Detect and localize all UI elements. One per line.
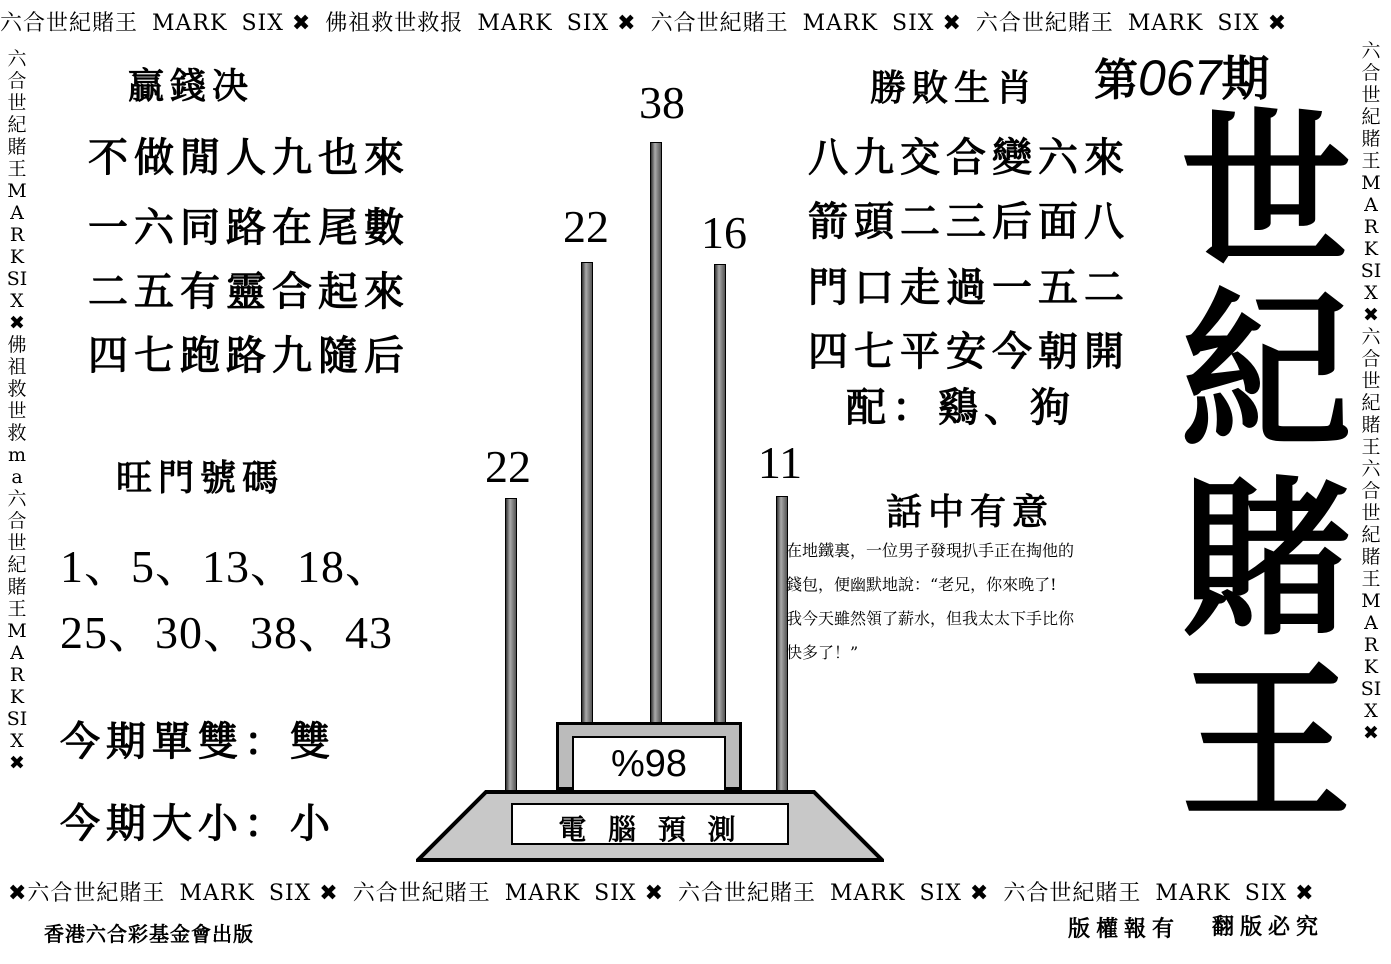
left-verse-line: 二五有靈合起來: [88, 269, 410, 315]
bottom-border: [8, 876, 1321, 907]
rod-value: 22: [563, 201, 609, 252]
rod-value: 38: [639, 77, 685, 128]
story-line: 在地鐵裏，一位男子發現扒手正在掏他的: [786, 541, 1075, 560]
border-item: SIX ✖: [1217, 11, 1288, 36]
issue-suffix: 期: [1221, 51, 1270, 107]
border-item: MARK: [504, 881, 581, 906]
percent-value: %98: [610, 743, 688, 785]
border-item: 六合世紀賭王: [0, 11, 139, 36]
right-verse-line: 箭頭二三后面八: [808, 199, 1130, 245]
border-item: MARK: [802, 11, 879, 36]
border-item: 佛祖救世救报: [325, 11, 464, 36]
big-title-char: 王: [1180, 646, 1351, 844]
story-text: [786, 534, 1186, 670]
zodiac-pair: 配：鷄、狗: [846, 385, 1076, 431]
percent-box: [572, 736, 726, 792]
rod: [581, 262, 593, 726]
border-item: SIX ✖: [1244, 881, 1315, 906]
rights-reserved: 版權報有: [1068, 917, 1181, 942]
border-item: 六合世紀賭王: [352, 881, 491, 906]
pedestal-label: 電 腦 預 測: [558, 813, 742, 846]
story-line: 錢包，便幽默地說：“老兄，你來晚了!: [786, 575, 1057, 594]
left-verse-title: 贏錢决: [128, 66, 255, 107]
border-item: 六合世紀賭王: [678, 881, 817, 906]
left-border: 六合世紀賭王MARKSIX✖佛祖救世救ma六合世紀賭王MARKSIX✖: [6, 48, 28, 774]
border-item: 六合世紀賭王: [975, 11, 1114, 36]
no-copy: 翻版必究: [1212, 915, 1325, 940]
big-title-char: 世: [1180, 94, 1351, 292]
parity-value: 雙: [290, 719, 336, 765]
border-item: SIX ✖: [566, 11, 637, 36]
border-item: MARK: [152, 11, 228, 36]
border-item: 六合世紀賭王: [1003, 881, 1142, 906]
border-item: MARK: [1155, 881, 1231, 906]
top-border: [0, 6, 1293, 37]
border-item: SIX ✖: [892, 11, 962, 36]
border-item: SIX ✖: [594, 881, 665, 906]
right-verse-line: 門口走過一五二: [808, 265, 1130, 311]
big-title-char: 紀: [1180, 274, 1351, 472]
border-item: SIX ✖: [919, 881, 990, 906]
border-item: ✖六合世紀賭王: [8, 881, 166, 906]
rod-value: 11: [757, 437, 803, 488]
right-verse-line: 四七平安今朝開: [808, 329, 1130, 375]
border-item: 六合世紀賭王: [650, 11, 789, 36]
parity-label: 今期單雙：: [60, 719, 290, 765]
hot-numbers-line: 25、30、38、43: [60, 607, 393, 658]
border-item: MARK: [477, 11, 553, 36]
border-item: SIX ✖: [241, 11, 312, 36]
story-line: 快多了！”: [786, 643, 859, 662]
issue-number: 067: [1138, 50, 1222, 106]
size-label: 今期大小：: [60, 801, 290, 847]
size-value: 小: [290, 801, 336, 847]
issue-prefix: 第: [1094, 55, 1138, 106]
border-item: MARK: [830, 881, 906, 906]
parity-row: [60, 710, 336, 767]
left-verse-line: 四七跑路九隨后: [88, 333, 410, 379]
hot-numbers-title: 旺門號碼: [116, 458, 285, 499]
rod: [714, 264, 726, 726]
border-item: MARK: [179, 881, 255, 906]
rod: [505, 498, 517, 796]
rod-value: 22: [485, 441, 531, 492]
size-row: [60, 792, 336, 849]
hot-numbers-line: 1、5、13、18、: [60, 541, 392, 592]
rod: [650, 142, 662, 726]
right-verse-title: 勝敗生肖: [870, 68, 1039, 109]
rod-value: 16: [701, 207, 747, 258]
right-border: 六合世紀賭王MARKSIX✖六合世紀賭王六合世紀賭王MARKSIX✖: [1360, 40, 1382, 744]
border-item: MARK: [1127, 11, 1204, 36]
big-title-char: 賭: [1180, 462, 1351, 660]
right-verse-line: 八九交合變六來: [808, 135, 1130, 181]
left-verse-line: 一六同路在尾數: [88, 205, 410, 251]
story-line: 我今天雖然領了薪水，但我太太下手比你: [786, 609, 1075, 628]
border-item: SIX ✖: [268, 881, 339, 906]
story-title: 話中有意: [886, 492, 1055, 533]
publisher: 香港六合彩基金會出版: [44, 922, 254, 946]
left-verse-line: 不做閒人九也來: [88, 135, 410, 181]
